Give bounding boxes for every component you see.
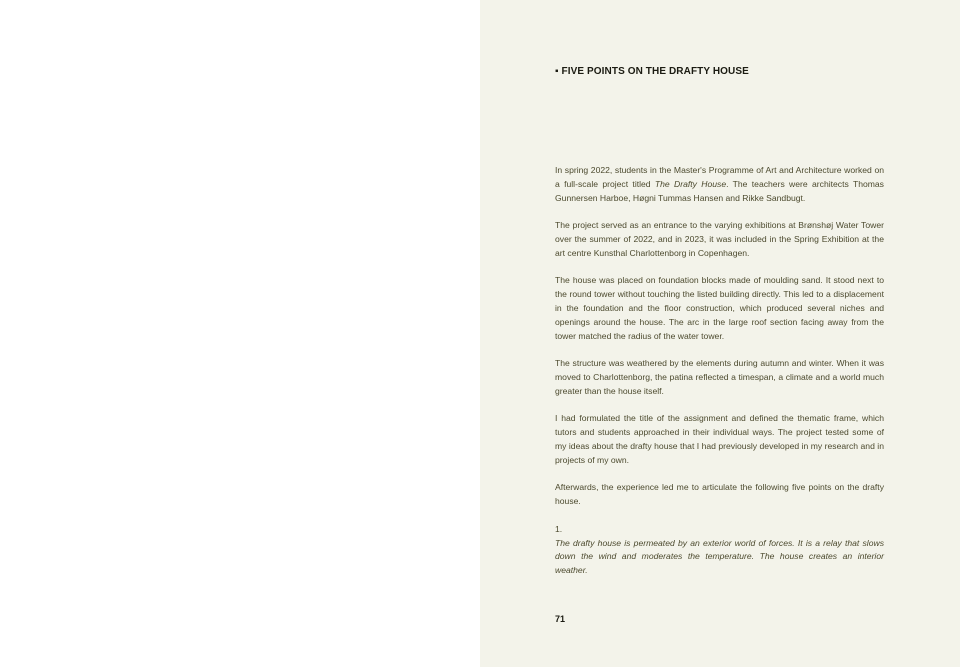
project-title: The Drafty House: [654, 178, 727, 189]
right-page: [480, 0, 960, 667]
body-text: [555, 164, 884, 592]
paragraph-2: The project served as an entrance to the varying exhibitions at Brønshøj Water Tower over the summer of 2022, and in 2023, it was included in the Spring Exhibition at the art centre Kunsthal Charlottenborg in Copenhagen.: [555, 220, 884, 258]
paragraph-3: The house was placed on foundation blocks made of moulding sand. It stood next to the round tower without touching the listed building directly. This led to a displacement in the foundation and the floor construction, which produced several niches and openings around the house. The arc in the large roof section facing away from the tower matched the radius of the water tower.: [555, 275, 884, 341]
point-1-number: 1.: [555, 523, 563, 534]
paragraph-4: The structure was weathered by the elements during autumn and winter. When it was moved to Charlottenborg, the patina reflected a timespan, a climate and a world much greater than the house itself.: [555, 358, 884, 396]
point-1-text: The drafty house is permeated by an exterior world of forces. It is a relay that slows down the wind and moderates the temperature. The house creates an interior weather.: [555, 537, 884, 576]
paragraph-1: [555, 164, 884, 205]
paragraph-6: Afterwards, the experience led me to articulate the following five points on the drafty house.: [555, 482, 884, 507]
paragraph-5: I had formulated the title of the assignment and defined the thematic frame, which tutors and students approached in their individual ways. The project tested some of my ideas about the drafty house that I had previously developed in my research and in projects of my own.: [555, 413, 884, 465]
paragraph-1-part-a: In spring 2022, students in the Master's Programme of Art and Architecture worked on a full-scale project titled: [555, 165, 884, 189]
page-number: 71: [555, 614, 566, 624]
paragraph-1-part-b: . The teachers were architects Thomas Gunnersen Harboe, Høgni Tummas Hansen and Rikke Sandbugt.: [555, 178, 884, 203]
section-heading: ▪ FIVE POINTS ON THE DRAFTY HOUSE: [555, 66, 749, 77]
